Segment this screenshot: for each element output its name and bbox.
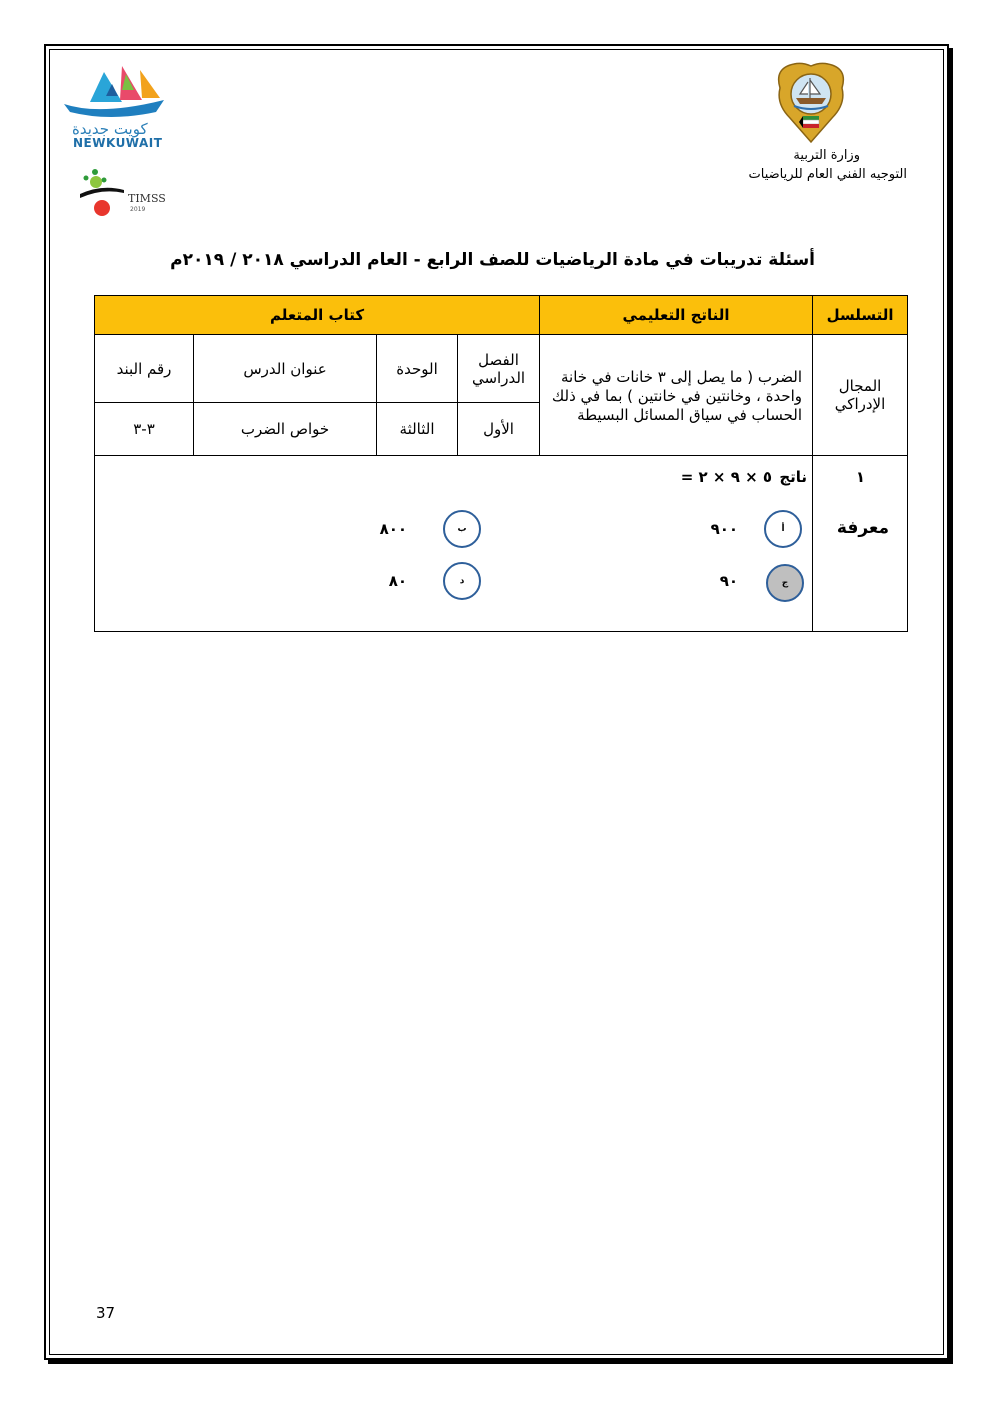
learning-outcome: الضرب ( ما يصل إلى ٣ خانات في خانة واحدة ، وخانتين في خانتين ) بما في ذلك الحساب في سياق المسائل البسيطة xyxy=(540,335,813,456)
option-b-value: ٨٠٠ xyxy=(379,520,408,538)
option-d-letter: د xyxy=(459,576,465,586)
page-title: أسئلة تدريبات في مادة الرياضيات للصف الرابع - العام الدراسي ٢٠١٨ / ٢٠١٩م xyxy=(170,250,815,270)
option-b-letter: ب xyxy=(457,524,467,534)
value-item-number: ٣-٣ xyxy=(95,403,194,456)
cognitive-level: معرفة xyxy=(836,518,890,538)
new-kuwait-english: NEWKUWAIT xyxy=(73,136,163,150)
table-info-row xyxy=(95,335,908,403)
timss-year: 2019 xyxy=(130,206,146,213)
option-d-value: ٨٠ xyxy=(388,572,408,590)
directorate-name: التوجيه الفني العام للرياضيات xyxy=(748,167,907,182)
subheader-item-number: رقم البند xyxy=(95,335,194,403)
new-kuwait-arabic: كويت جديدة xyxy=(72,120,148,138)
option-a-value: ٩٠٠ xyxy=(710,520,739,538)
ministry-name: وزارة التربية xyxy=(793,148,860,163)
question-row xyxy=(95,456,908,632)
option-d-circle[interactable] xyxy=(443,562,481,600)
subheader-unit: الوحدة xyxy=(377,335,458,403)
option-c-circle[interactable] xyxy=(766,564,804,602)
question-number: ١ xyxy=(855,468,866,486)
option-a-letter: أ xyxy=(781,524,785,534)
option-a-circle[interactable] xyxy=(764,510,802,548)
question-body xyxy=(95,456,813,632)
question-expression: ٥ × ٩ × ٢ = xyxy=(680,468,773,486)
cognitive-domain: المجال الإدراكي xyxy=(813,335,908,456)
header-sequence: التسلسل xyxy=(813,296,908,335)
value-semester: الأول xyxy=(458,403,540,456)
header-outcome: الناتج التعليمي xyxy=(540,296,813,335)
subheader-semester: الفصل الدراسي xyxy=(458,335,540,403)
page-number: 37 xyxy=(96,1304,116,1322)
page-frame-inner xyxy=(49,49,944,1355)
question-table xyxy=(94,295,908,632)
question-prompt: ناتج xyxy=(779,468,808,486)
option-c-letter: ج xyxy=(781,578,789,588)
header-learner-book: كتاب المتعلم xyxy=(95,296,540,335)
value-lesson: خواص الضرب xyxy=(194,403,377,456)
kuwait-emblem-icon xyxy=(772,58,850,144)
frame-shadow xyxy=(48,1360,953,1364)
frame-shadow xyxy=(949,48,953,1364)
option-b-circle[interactable] xyxy=(443,510,481,548)
option-c-value: ٩٠ xyxy=(719,572,739,590)
value-unit: الثالثة xyxy=(377,403,458,456)
timss-label: TIMSS xyxy=(128,192,166,205)
subheader-lesson: عنوان الدرس xyxy=(194,335,377,403)
question-meta xyxy=(813,456,908,632)
table-header-row xyxy=(95,296,908,335)
timss-logo-icon xyxy=(78,160,128,220)
